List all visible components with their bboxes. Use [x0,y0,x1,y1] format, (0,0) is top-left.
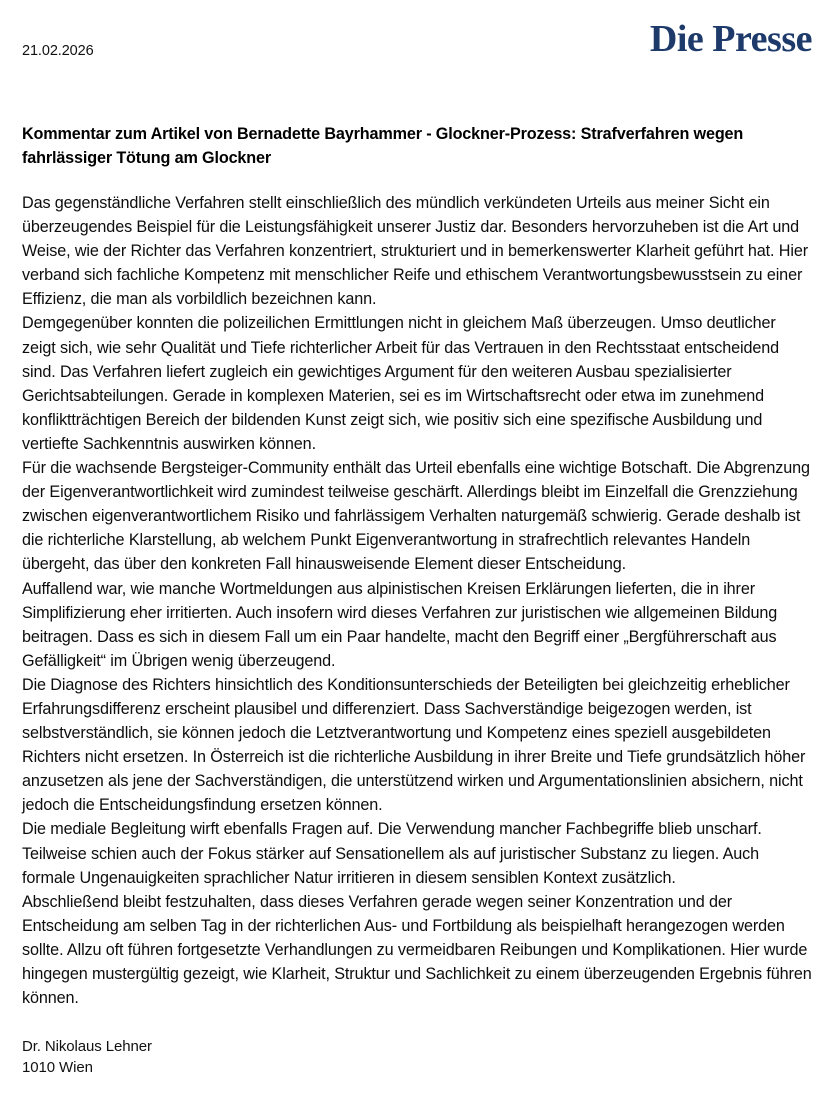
body-paragraph: Auffallend war, wie manche Wortmeldungen aus alpinistischen Kreisen Erklärungen lieferten, die in ihrer Simplifizierung eher irritierten. Auch insofern wird dieses Verfahren zur juristischen wie allgemeinen Bildung beitragen. Dass es sich in diesem Fall um ein Paar handelte, macht den Begriff einer „Bergführerschaft aus Gefälligkeit“ im Übrigen wenig überzeugend. [22,579,778,670]
body-paragraph: Die Diagnose des Richters hinsichtlich des Konditionsunterschieds der Beteiligten bei gleichzeitig erheblicher Erfahrungsdifferenz erscheint plausibel und differenziert. Dass Sachverständige beigezogen werden, ist selbstverständlich, sie können jedoch die Letztverantwortung und Kompetenz eines speziell ausgebildeten Richters nicht ersetzen. In Österreich ist die richterliche Ausbildung in ihrer Breite und Tiefe grundsätzlich höher anzusetzen als jene der Sachverständigen, die unterstützend wirken und Argumentationslinien absichern, nicht jedoch die Entscheidungsfindung ersetzen können. [22,675,806,815]
signature-location: 1010 Wien [22,1059,93,1077]
body-paragraph: Die mediale Begleitung wirft ebenfalls Fragen auf. Die Verwendung mancher Fachbegriffe blieb unscharf. Teilweise schien auch der Fokus stärker auf Sensationellem als auf juristischer Substanz zu liegen. Auch formale Ungenauigkeiten sprachlicher Natur irritieren in diesem sensiblen Kontext zusätzlich. [22,820,762,887]
die-presse-logo: Die Presse [649,18,812,60]
body-paragraph: Abschließend bleibt festzuhalten, dass dieses Verfahren gerade wegen seiner Konzentration und der Entscheidung am selben Tag in der richterlichen Aus- und Fortbildung als beispielhaft herangezogen werden sollte. Allzu oft führen fortgesetzte Verhandlungen zu vermeidbaren Reibungen und Komplikationen. Hier wurde hingegen mustergültig gezeigt, wie Klarheit, Struktur und Sachlichkeit zu einem überzeugenden Ergebnis führen können. [22,892,812,1008]
document-date: 21.02.2026 [22,43,94,59]
article-body [22,191,812,1010]
document-header [22,0,812,86]
page-title: Kommentar zum Artikel von Bernadette Bayrhammer - Glockner-Prozess: Strafverfahren wegen fahrlässiger Tötung am Glockner [22,125,744,167]
signature-name: Dr. Nikolaus Lehner [22,1038,152,1056]
signature-block [22,1036,812,1078]
body-paragraph: Demgegenüber konnten die polizeilichen Ermittlungen nicht in gleichem Maß überzeugen. Umso deutlicher zeigt sich, wie sehr Qualität und Tiefe richterlicher Arbeit für das Vertrauen in den Rechtsstaat entscheidend sind. Das Verfahren liefert zugleich ein gewichtiges Argument für den weiteren Ausbau spezialisierter Gerichtsabteilungen. Gerade in komplexen Materien, sei es im Wirtschaftsrecht oder etwa im zunehmend konfliktträchtigen Bereich der bildenden Kunst zeigt sich, wie positiv sich eine spezifische Ausbildung und vertiefte Sachkenntnis auswirken können. [22,314,780,453]
body-paragraph: Das gegenständliche Verfahren stellt einschließlich des mündlich verkündeten Urteils aus meiner Sicht ein überzeugendes Beispiel für die Leistungsfähigkeit unserer Justiz dar. Besonders hervorzuheben ist die Art und Weise, wie der Richter das Verfahren konzentriert, strukturiert und in bemerkenswerter Klarheit geführt hat. Hier verband sich fachliche Kompetenz mit menschlicher Reife und ethischem Verantwortungsbewusstsein zu einer Effizienz, die man als vorbildlich bezeichnen kann. [22,194,808,309]
body-paragraph: Für die wachsende Bergsteiger-Community enthält das Urteil ebenfalls eine wichtige Botschaft. Die Abgrenzung der Eigenverantwortlichkeit wird zumindest teilweise geschärft. Allerdings bleibt im Einzelfall die Grenzziehung zwischen eigenverantwortlichem Risiko und fahrlässigem Verhalten naturgemäß schwierig. Gerade deshalb ist die richterliche Klarstellung, ab welchem Punkt Eigenverantwortung in strafrechtlich relevantes Handeln übergeht, das über den konkreten Fall hinausweisende Element dieser Entscheidung. [22,459,810,574]
